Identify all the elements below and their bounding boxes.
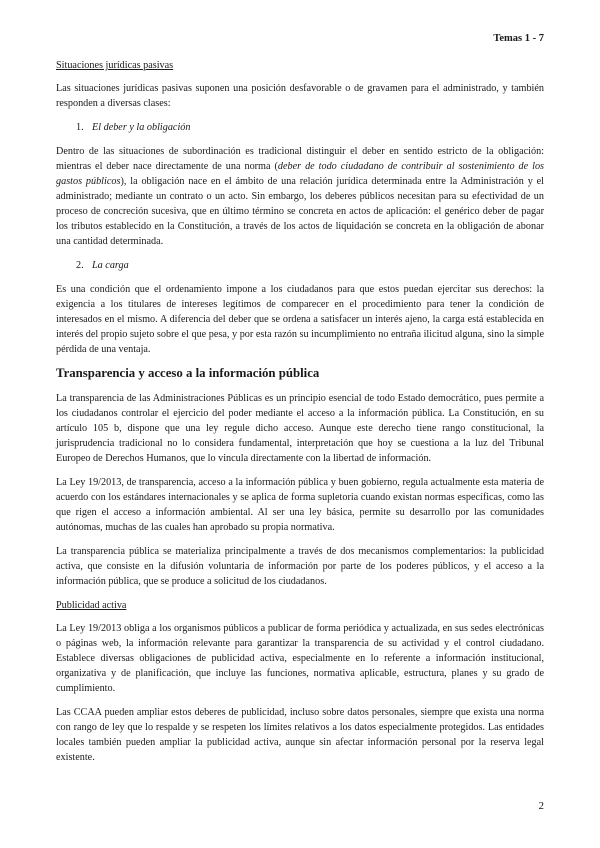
paragraph-transparencia-2: La Ley 19/2013, de transparencia, acceso a la información pública y buen gobierno, regula actualmente esta materia de acuerdo con los estándares internacionales y se aplica de forma supletoria cuando existan normas específicas, como las que rigen el acceso a información ambiental. Al ser una ley básica, permite su desarrollo por las comunidades autónomas, muchas de las cuales han aprobado su propia normativa. xyxy=(56,477,544,533)
header-title: Temas 1 - 7 xyxy=(493,33,544,44)
list-number: 1. xyxy=(76,122,84,133)
list-number: 2. xyxy=(76,260,84,271)
text-span: Dentro de las situaciones de subordinación es tradicional distinguir el deber en sentido estricto de la obligación: mientras el deber nace directamente de una norma ( xyxy=(56,146,544,172)
section-intro: Las situaciones jurídicas pasivas suponen una posición desfavorable o de gravamen para el administrado, y también responden a diversas clases: xyxy=(56,83,544,109)
paragraph-carga: Es una condición que el ordenamiento impone a los ciudadanos para que estos puedan ejercitar sus derechos: la exigencia a los titulares de intereses legítimos de comparecer en el procedimiento para tener la condición de interesados en el mismo. A diferencia del deber que se ordena a satisfacer un interés ajeno, la carga está establecida en interés del propio sujeto sobre el que pesa, y por esta razón su incumplimiento no entraña ilicitud alguna, sino la simple pérdida de una ventaja. xyxy=(56,284,544,355)
paragraph-publicidad-2: Las CCAA pueden ampliar estos deberes de publicidad, incluso sobre datos personales, siempre que exista una norma con rango de ley que lo respalde y se respeten los límites relativos a los datos especialmente protegidos. Las entidades locales también pueden ampliar la publicidad activa, aunque sin afectar información personal por la reserva legal existente. xyxy=(56,707,544,763)
list-label: La carga xyxy=(92,260,129,271)
list-label: El deber y la obligación xyxy=(92,122,191,133)
paragraph-publicidad-1: La Ley 19/2013 obliga a los organismos públicos a publicar de forma periódica y actualizada, en sus sedes electrónicas o páginas web, la información relevante para garantizar la transparencia de su actividad y el control ciudadano. Establece diversas obligaciones de publicidad activa, especialmente en lo referente a información institucional, organizativa y de planificación, que incluye las funciones, normativa aplicable, estructura, planes y su grado de cumplimiento. xyxy=(56,623,544,694)
section-heading-publicidad: Publicidad activa xyxy=(56,600,127,611)
text-span: ), la obligación nace en el ámbito de una relación jurídica determinada entre la Administración y el administrado; mediante un contrato o un acto. Sin embargo, los deberes públicos necesitan para su efectividad de un proceso de concreción sucesiva, que en último término se concreta en actos de aplicación: el genérico deber de pagar los tributos establecido en la Constitución, a través de los actos de liquidación se concreta en la obligación de abonar una cantidad determinada. xyxy=(56,176,544,247)
paragraph-transparencia-1: La transparencia de las Administraciones Públicas es un principio esencial de todo Estado democrático, pues permite a los ciudadanos controlar el ejercicio del poder mediante el acceso a la información pública. La Constitución, en su artículo 105 b, dispone que una ley regule dicho acceso. Aunque este derecho tiene rango constitucional, la jurisprudencia tradicional no lo considera fundamental, interpretación que hoy se cuestiona a la luz del Tribunal Europeo de Derechos Humanos, que lo vincula directamente con la libertad de información. xyxy=(56,393,544,464)
document-body xyxy=(56,58,544,774)
italic-quote: deber de todo ciudadano de contribuir al sostenimiento de los gastos públicos xyxy=(56,161,545,187)
list-item-deber xyxy=(76,120,544,135)
section-heading-transparencia: Transparencia y acceso a la información pública xyxy=(56,366,320,380)
paragraph-transparencia-3: La transparencia pública se materializa principalmente a través de dos mecanismos complementarios: la publicidad activa, que consiste en la difusión voluntaria de información por parte de los poderes públicos, y el acceso a la información pública, que se produce a solicitud de los ciudadanos. xyxy=(56,546,544,587)
page-number: 2 xyxy=(538,800,544,812)
paragraph-deber xyxy=(56,144,544,249)
section-heading-situaciones: Situaciones jurídicas pasivas xyxy=(56,60,174,71)
list-item-carga xyxy=(76,258,544,273)
